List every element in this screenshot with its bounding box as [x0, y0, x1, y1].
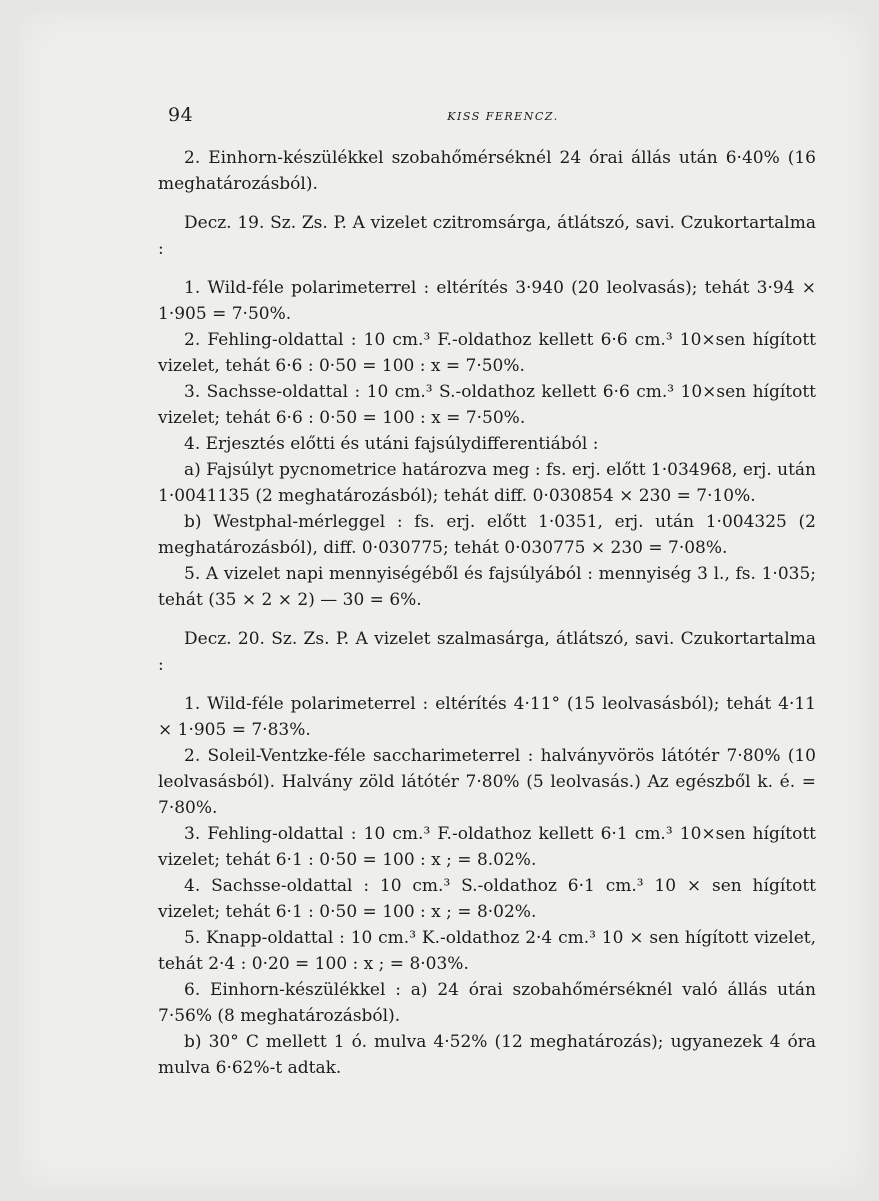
- paragraph-dec20-einhorn-b: b) 30° C mellett 1 ó. mulva 4·52% (12 meghatározás); ugyanezek 4 óra mulva 6·62%-t adtak.: [158, 1032, 816, 1078]
- paragraph-dec20-fehling: 3. Fehling-oldattal : 10 cm.³ F.-oldathoz kellett 6·1 cm.³ 10×sen hígított vizelet; tehát 6·1 : 0·50 = 100 : x ; = 8.02%.: [158, 824, 816, 870]
- paragraph-dec20-knapp: 5. Knapp-oldattal : 10 cm.³ K.-oldathoz 2·4 cm.³ 10 × sen hígított vizelet, tehát 2·4 : 0·20 = 100 : x ; = 8·03%.: [158, 928, 816, 974]
- page-number: 94: [168, 104, 194, 126]
- paragraph-dec19-fermentation: 4. Erjesztés előtti és utáni fajsúlydifferentiából :: [184, 434, 599, 454]
- paragraph-dec20-intro: Decz. 20. Sz. Zs. P. A vizelet szalmasárga, átlátszó, savi. Czukortartalma :: [158, 629, 816, 675]
- page-body: [158, 145, 816, 1081]
- paragraph-dec19-fehling: 2. Fehling-oldattal : 10 cm.³ F.-oldathoz kellett 6·6 cm.³ 10×sen hígított vizelet, tehát 6·6 : 0·50 = 100 : x = 7·50%.: [158, 330, 816, 376]
- paragraph-dec19-sachsse: 3. Sachsse-oldattal : 10 cm.³ S.-oldathoz kellett 6·6 cm.³ 10×sen hígított vizelet; tehát 6·6 : 0·50 = 100 : x = 7·50%.: [158, 382, 816, 428]
- running-head: KISS FERENCZ.: [447, 110, 559, 123]
- paragraph-dec19-westphal: b) Westphal-mérleggel : fs. erj. előtt 1·0351, erj. után 1·004325 (2 meghatározásból), diff. 0·030775; tehát 0·030775 × 230 = 7·08%.: [158, 512, 816, 558]
- paragraph-dec19-intro: Decz. 19. Sz. Zs. P. A vizelet czitromsárga, átlátszó, savi. Czukortartalma :: [158, 213, 816, 259]
- paragraph-dec20-saccharimeter: 2. Soleil-Ventzke-féle saccharimeterrel : halványvörös látótér 7·80% (10 leolvasásból). Halvány zöld látótér 7·80% (5 leolvasás.) Az egészből k. é. = 7·80%.: [158, 746, 816, 818]
- paragraph-dec20-polarimeter: 1. Wild-féle polarimeterrel : eltérítés 4·11° (15 leolvasásból); tehát 4·11 × 1·905 = 7·83%.: [158, 694, 816, 740]
- paragraph-dec19-polarimeter: 1. Wild-féle polarimeterrel : eltérítés 3·940 (20 leolvasás); tehát 3·94 × 1·905 = 7·50%.: [158, 278, 816, 324]
- page-header: [168, 104, 838, 132]
- paragraph-dec20-sachsse: 4. Sachsse-oldattal : 10 cm.³ S.-oldathoz 6·1 cm.³ 10 × sen hígított vizelet; tehát 6·1 : 0·50 = 100 : x ; = 8·02%.: [158, 876, 816, 922]
- paragraph-dec19-daily-amount: 5. A vizelet napi mennyiségéből és fajsúlyából : mennyiség 3 l., fs. 1·035; tehát (35 × 2 × 2) — 30 = 6%.: [158, 564, 816, 610]
- paragraph-dec19-pycnometer: a) Fajsúlyt pycnometrice határozva meg : fs. erj. előtt 1·034968, erj. után 1·0041135 (2 meghatározásból); tehát diff. 0·030854 × 230 = 7·10%.: [158, 460, 816, 506]
- paragraph-einhorn-result: 2. Einhorn-készülékkel szobahőmérséknél 24 órai állás után 6·40% (16 meghatározásból).: [158, 148, 816, 194]
- paragraph-dec20-einhorn: 6. Einhorn-készülékkel : a) 24 órai szobahőmérséknél való állás után 7·56% (8 meghatározásból).: [158, 980, 816, 1026]
